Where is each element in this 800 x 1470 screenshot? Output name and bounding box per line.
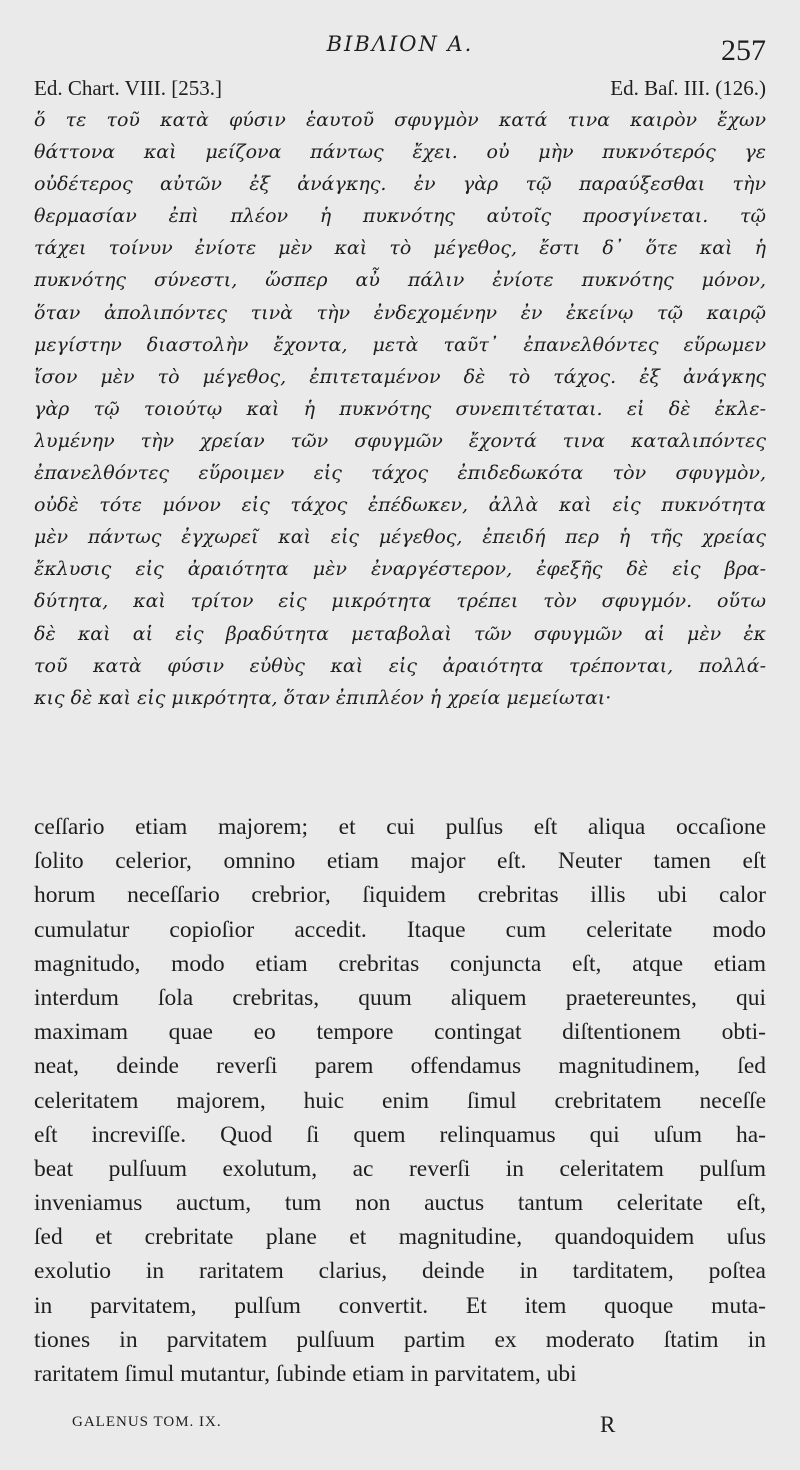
latin-text-line: eſt increviſſe. Quod ſi quem relinquamus qui uſum ha- xyxy=(34,1121,766,1148)
latin-text-line: celeritatem majorem, huic enim ſimul crebritatem neceſſe xyxy=(34,1087,766,1114)
latin-text-line: in parvitatem, pulſum convertit. Et item quoque muta- xyxy=(34,1292,766,1319)
page-footer xyxy=(72,1412,728,1440)
latin-text-line: maximam quae eo tempore contingat diſtentionem obti- xyxy=(34,1019,766,1046)
latin-text-line: neat, deinde reverſi parem offendamus magnitudinem, ſed xyxy=(34,1053,766,1080)
page-number: 257 xyxy=(721,34,766,67)
latin-text-line: magnitudo, modo etiam crebritas conjuncta eſt, atque etiam xyxy=(34,950,766,977)
greek-text-line: ὅ τε τοῦ κατὰ φύσιν ἑαυτοῦ σφυγμὸν κατά τινα καιρὸν ἔχων xyxy=(34,109,766,131)
latin-text-block xyxy=(34,810,766,1391)
greek-text-line: δὲ καὶ αἱ εἰς βραδύτητα μεταβολαὶ τῶν σφυγμῶν αἱ μὲν ἐκ xyxy=(34,622,766,645)
edition-references xyxy=(34,76,766,104)
greek-text-line: οὐδέτερος αὐτῶν ἐξ ἀνάγκης. ἐν γὰρ τῷ παραύξεσθαι τὴν xyxy=(34,173,766,196)
greek-text-line: τάχει τοίνυν ἐνίοτε μὲν καὶ τὸ μέγεθος, ἔστι δ᾽ ὅτε καὶ ἡ xyxy=(34,237,766,260)
greek-text-line: ἴσον μὲν τὸ μέγεθος, ἐπιτεταμένον δὲ τὸ τάχος. ἐξ ἀνάγκης xyxy=(34,365,766,388)
latin-text-line: ſed et crebritate plane et magnitudine, quandoquidem uſus xyxy=(34,1224,766,1251)
greek-text-line: κις δὲ καὶ εἰς μικρότητα, ὅταν ἐπιπλέον ἡ χρεία μεμείωται· xyxy=(34,686,612,709)
latin-text-line: ſolito celerior, omnino etiam major eſt. Neuter tamen eſt xyxy=(34,848,766,875)
latin-text-line: tiones in parvitatem pulſuum partim ex moderato ſtatim in xyxy=(34,1326,766,1353)
greek-text-block xyxy=(34,104,766,714)
latin-text-line: ceſſario etiam majorem; et cui pulſus eſt aliqua occaſione xyxy=(34,814,766,840)
greek-text-line: ὅταν ἀπολιπόντες τινὰ τὴν ἐνδεχομένην ἐν ἐκείνῳ τῷ καιρῷ xyxy=(34,301,766,324)
sheet-signature-mark: R xyxy=(600,1412,616,1437)
latin-text-line: exolutio in raritatem clarius, deinde in tarditatem, poſtea xyxy=(34,1258,766,1285)
greek-text-line: θάττονα καὶ μείζονα πάντως ἔχει. οὐ μὴν πυκνότερός γε xyxy=(34,141,766,164)
edition-reference-basel: Ed. Baſ. III. (126.) xyxy=(610,76,766,100)
greek-text-line: λυμένην τὴν χρείαν τῶν σφυγμῶν ἔχοντά τινα καταλιπόντες xyxy=(34,429,766,452)
greek-text-line: θερμασίαν ἐπὶ πλέον ἡ πυκνότης αὐτοῖς προσγίνεται. τῷ xyxy=(34,205,766,228)
greek-text-line: μὲν πάντως ἐγχωρεῖ καὶ εἰς μέγεθος, ἐπειδή περ ἡ τῆς χρείας xyxy=(34,526,766,549)
running-title: BIBΛΙΟΝ Α. xyxy=(326,32,474,56)
latin-text-line: horum neceſſario crebrior, ſiquidem crebritas illis ubi calor xyxy=(34,882,766,909)
volume-signature: GALENUS TOM. IX. xyxy=(72,1414,222,1430)
greek-text-line: δύτητα, καὶ τρίτον εἰς μικρότητα τρέπει τὸν σφυγμόν. οὕτω xyxy=(34,590,766,613)
greek-text-line: ἐπανελθόντες εὕροιμεν εἰς τάχος ἐπιδεδωκότα τὸν σφυγμὸν, xyxy=(34,462,766,485)
greek-text-line: οὐδὲ τότε μόνον εἰς τάχος ἐπέδωκεν, ἀλλὰ καὶ εἰς πυκνότητα xyxy=(34,494,766,517)
greek-text-line: γὰρ τῷ τοιούτῳ καὶ ἡ πυκνότης συνεπιτέταται. εἰ δὲ ἐκλε- xyxy=(34,397,766,420)
edition-reference-chart: Ed. Chart. VIII. [253.] xyxy=(34,76,222,100)
latin-text-line: inveniamus auctum, tum non auctus tantum celeritate eſt, xyxy=(34,1190,766,1217)
latin-text-line: interdum ſola crebritas, quum aliquem praetereuntes, qui xyxy=(34,984,766,1011)
latin-text-line: cumulatur copioſior accedit. Itaque cum celeritate modo xyxy=(34,916,766,943)
greek-text-line: ἔκλυσις εἰς ἀραιότητα μὲν ἐναργέστερον, ἐφεξῆς δὲ εἰς βρα- xyxy=(34,558,766,581)
greek-text-line: μεγίστην διαστολὴν ἔχοντα, μετὰ ταῦτ᾽ ἐπανελθόντες εὕρωμεν xyxy=(34,333,766,356)
latin-text-line: raritatem ſimul mutantur, ſubinde etiam in parvitatem, ubi xyxy=(34,1361,577,1387)
greek-text-line: πυκνότης σύνεστι, ὥσπερ αὖ πάλιν ἐνίοτε πυκνότης μόνον, xyxy=(34,269,766,292)
running-head xyxy=(0,30,800,67)
latin-text-line: beat pulſuum exolutum, ac reverſi in celeritatem pulſum xyxy=(34,1155,766,1182)
greek-text-line: τοῦ κατὰ φύσιν εὐθὺς καὶ εἰς ἀραιότητα τρέπονται, πολλά- xyxy=(34,654,766,677)
